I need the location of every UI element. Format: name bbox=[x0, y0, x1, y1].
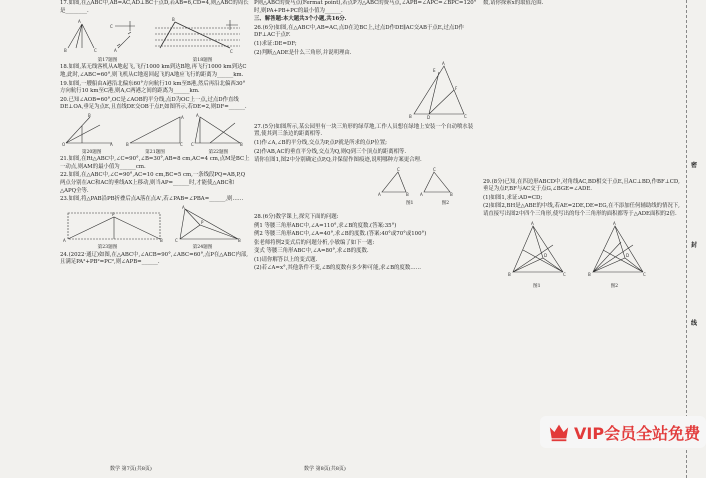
question-27: 27.(5分)如图所示,某公园里有一块三角形的绿草地,工作人员想在绿地上安装一个自动喷水装置,使其到三条边的距离相等. bbox=[254, 123, 474, 138]
question-26-part2: (2)判断△ADE是什么三角形,并说明理由. bbox=[254, 49, 352, 56]
question-27-part2: (2)作AB,AC的垂直平分线,交点为Q,则Q到三个顶点的距离相等. bbox=[254, 148, 407, 155]
caption-27-fig2: 图2 bbox=[441, 201, 449, 207]
figure-27-2 bbox=[420, 167, 453, 197]
question-24: 24.(2022·通辽)如图,在△ABC中,∠ACB=90°,∠ABC=60°,点P在△ABC内部,且满足PA²+PB²=PC²,则∠APB=______. bbox=[60, 251, 248, 266]
svg-text:B: B bbox=[238, 237, 241, 243]
svg-text:C: C bbox=[94, 48, 97, 54]
svg-text:A: A bbox=[442, 61, 445, 67]
question-25-cont: P则△ABC的费马点(Fermat point),若点P为△ABC的费马点,∠APB=∠APC=∠BPC=120°时,则PA+PB+PC的最小值为______. bbox=[254, 0, 477, 14]
question-20: 20.已知∠AOB=60°,OC是∠AOB的平分线,点D为OC上一点,过点D作直线DE⊥OA,垂足为点E,且直线DE交OB于点F,如图所示,若DE=2,则DF=______. bbox=[60, 96, 247, 111]
svg-text:B: B bbox=[172, 17, 175, 23]
figures-29 bbox=[483, 220, 683, 282]
question-28: 28.(6分)数学课上,探究下面的问题: bbox=[254, 213, 339, 220]
svg-text:A: A bbox=[378, 191, 381, 197]
svg-text:C: C bbox=[464, 114, 467, 120]
svg-text:C: C bbox=[433, 166, 436, 172]
figure-18a bbox=[110, 21, 135, 53]
question-28-note: 张老师将例2变式后的问题分析,小敏编了如下一题: bbox=[254, 239, 375, 246]
svg-text:A: A bbox=[78, 19, 81, 25]
question-27-part3: 请你在图1,图2中分别确定点P,Q,并保留作图痕迹,说明哪种方案更合理. bbox=[254, 157, 422, 164]
svg-text:A: A bbox=[110, 141, 113, 147]
svg-text:B: B bbox=[450, 191, 453, 197]
svg-text:A: A bbox=[181, 114, 184, 120]
column-right bbox=[483, 0, 683, 478]
figure-26 bbox=[254, 58, 479, 120]
svg-text:A: A bbox=[420, 191, 423, 197]
svg-text:A: A bbox=[196, 112, 199, 118]
column-left bbox=[60, 0, 250, 478]
svg-text:E: E bbox=[433, 68, 436, 74]
figure-29-2 bbox=[588, 221, 646, 277]
svg-text:C: C bbox=[397, 166, 400, 172]
svg-text:F: F bbox=[455, 86, 458, 92]
svg-text:B: B bbox=[88, 112, 91, 118]
svg-text:D: D bbox=[427, 115, 431, 121]
svg-text:B: B bbox=[126, 141, 129, 147]
caption-27-fig1: 图1 bbox=[405, 201, 414, 207]
svg-text:B: B bbox=[240, 141, 243, 147]
question-17: 17.如图,在△ABC中,AB=AC,AD⊥BC于点D,若AB=6,CD=4,则△ABC的周长是________. bbox=[60, 0, 249, 14]
question-28-ex2: 例2 等腰三角形ABC中,∠A=40°,求∠B的度数.(答案:40°或70°或100°) bbox=[254, 231, 427, 238]
caption-fig17: 第17题图 bbox=[97, 57, 118, 63]
svg-text:B: B bbox=[508, 271, 511, 277]
svg-text:D: D bbox=[626, 252, 630, 258]
svg-text:C: C bbox=[110, 24, 113, 30]
question-27-part1: (1)作∠A,∠B的平分线,交点为P,点P就是所求的点P位置; bbox=[254, 139, 387, 146]
svg-text:P: P bbox=[112, 211, 115, 217]
question-18: 18.如图,某无线客机从A地起飞,飞行1000 km到达B地,再飞行1000 km到达C地,此时,∠ABC=60°,则飞机从C地返回起飞的A地应飞行的距离为______km. bbox=[60, 64, 247, 78]
question-26-part1: (1)求证:DE=DF; bbox=[254, 40, 297, 47]
figures-17-18 bbox=[60, 16, 250, 56]
question-28-part2: (2)若∠A=x°,其他条件不变,∠B的度数有多少种可能,求∠B的度数…… bbox=[254, 265, 421, 272]
figures-23-24 bbox=[60, 205, 250, 243]
svg-text:C: C bbox=[643, 271, 646, 277]
figure-21 bbox=[126, 115, 184, 147]
svg-text:A: A bbox=[63, 237, 66, 243]
svg-text:D: D bbox=[544, 252, 548, 258]
figure-20 bbox=[62, 113, 113, 147]
caption-29-fig2: 图2 bbox=[610, 284, 619, 290]
question-26: 26.(6分)如图,在△ABC中,AB=AC,点D在边BC上,过点D作DE∥AC交AB于点E,过点D作DF⊥AC于点F. bbox=[254, 24, 464, 39]
binding-char-2: 封 bbox=[691, 242, 698, 249]
figure-29-1 bbox=[508, 221, 566, 277]
question-28-cont: 数,请你探索x的取值范围. bbox=[483, 0, 544, 6]
figure-18 bbox=[155, 17, 240, 54]
caption-fig21: 第21题图 bbox=[145, 149, 165, 155]
column-middle bbox=[254, 0, 479, 478]
binding-char-3: 线 bbox=[691, 320, 698, 327]
question-28-ex1: 例1 等腰三角形ABC中,∠A=110°,求∠B的度数.(答案:35°) bbox=[254, 222, 397, 229]
vip-watermark-text: VIP会员全站免费 bbox=[574, 423, 701, 443]
svg-text:B: B bbox=[588, 271, 591, 277]
question-22: 22.如图,在△ABC中,∠C=90°,AC=10 cm,BC=5 cm,一条线段PQ=AB,P,Q两点分别在AC和AC的垂线AX上移动,则当AP=______时,才能使△ABC和△APQ全等. bbox=[60, 172, 246, 194]
svg-text:C: C bbox=[563, 271, 566, 277]
question-29: 29.(8分)已知,在四边形ABCD中,对角线AC,BD相交于点E,且AC⊥BD,作BF⊥CD,垂足为点F,BF与AC交于点G,∠BGE=∠ADE. bbox=[483, 178, 680, 193]
svg-text:C: C bbox=[230, 49, 233, 55]
figure-23 bbox=[63, 212, 163, 243]
figures-20-22 bbox=[60, 113, 250, 147]
svg-text:B: B bbox=[406, 191, 409, 197]
question-29-part1: (1)如图1,求证:AD=CD; bbox=[483, 194, 543, 201]
svg-text:O: O bbox=[62, 141, 66, 147]
svg-text:A: A bbox=[182, 204, 185, 210]
question-28-variant: 变式 等腰三角形ABC中,∠A=80°,求∠B的度数. bbox=[254, 248, 369, 255]
question-19: 19.如图,一艘船由A港沿北偏东60°方向航行10 km至B港,然后再沿北偏西30°方向航行10 km至C港,则A,C两港之间的距离为______km. bbox=[60, 80, 246, 95]
svg-text:A: A bbox=[613, 220, 616, 226]
crown-icon bbox=[548, 421, 570, 443]
svg-text:A: A bbox=[531, 220, 534, 226]
binding-char-1: 密 bbox=[691, 162, 698, 169]
figure-24 bbox=[175, 205, 241, 243]
caption-29-fig1: 图1 bbox=[533, 284, 541, 290]
figure-27-1 bbox=[378, 167, 409, 197]
caption-fig24: 第24题图 bbox=[192, 245, 213, 251]
page-footer-left: 数学 第7页(共8页) bbox=[110, 466, 152, 473]
svg-text:B: B bbox=[64, 48, 67, 54]
svg-text:C: C bbox=[191, 141, 194, 147]
caption-fig22: 第22题图 bbox=[208, 149, 229, 155]
question-23: 23.如图,将△PAB沿PB折叠后点A落在点A',若∠PAB=∠PBA=______,则…… bbox=[60, 196, 244, 203]
section-3-heading: 三、解答题:本大题共3个小题,共16分. bbox=[254, 16, 347, 23]
caption-fig20: 第20题图 bbox=[81, 149, 102, 155]
svg-text:P: P bbox=[201, 219, 204, 225]
svg-text:C: C bbox=[180, 141, 183, 147]
question-21: 21.如图,在Rt△ABC中,∠C=90°,∠B=30°,AB=8 cm,AC=4 cm,点M是BC上一动点,则AM的最小值为______cm. bbox=[60, 156, 250, 170]
caption-fig23: 第23题图 bbox=[97, 245, 118, 251]
caption-fig18: 第18题图 bbox=[192, 57, 213, 63]
binding-line bbox=[686, 0, 687, 478]
question-29-part2: (2)如图2,BH是△ABE的中线,若AE=2DE,DE=EG,在不添加任何辅助线的情况下,请直接写出图2中四个三角形,使写出的每个三角形的面积都等于△ADE面积的2倍. bbox=[483, 203, 680, 217]
page-footer-middle: 数学 第8页(共8页) bbox=[304, 466, 346, 473]
svg-text:C: C bbox=[175, 237, 178, 243]
figure-22 bbox=[191, 113, 243, 147]
svg-text:B: B bbox=[409, 114, 412, 120]
svg-text:B: B bbox=[160, 237, 163, 243]
svg-text:A: A bbox=[114, 48, 117, 54]
figure-17 bbox=[64, 19, 97, 53]
vip-watermark[interactable] bbox=[540, 416, 706, 448]
question-28-part1: (1)请你解答以上的变式题. bbox=[254, 256, 318, 263]
figures-27 bbox=[254, 166, 479, 200]
